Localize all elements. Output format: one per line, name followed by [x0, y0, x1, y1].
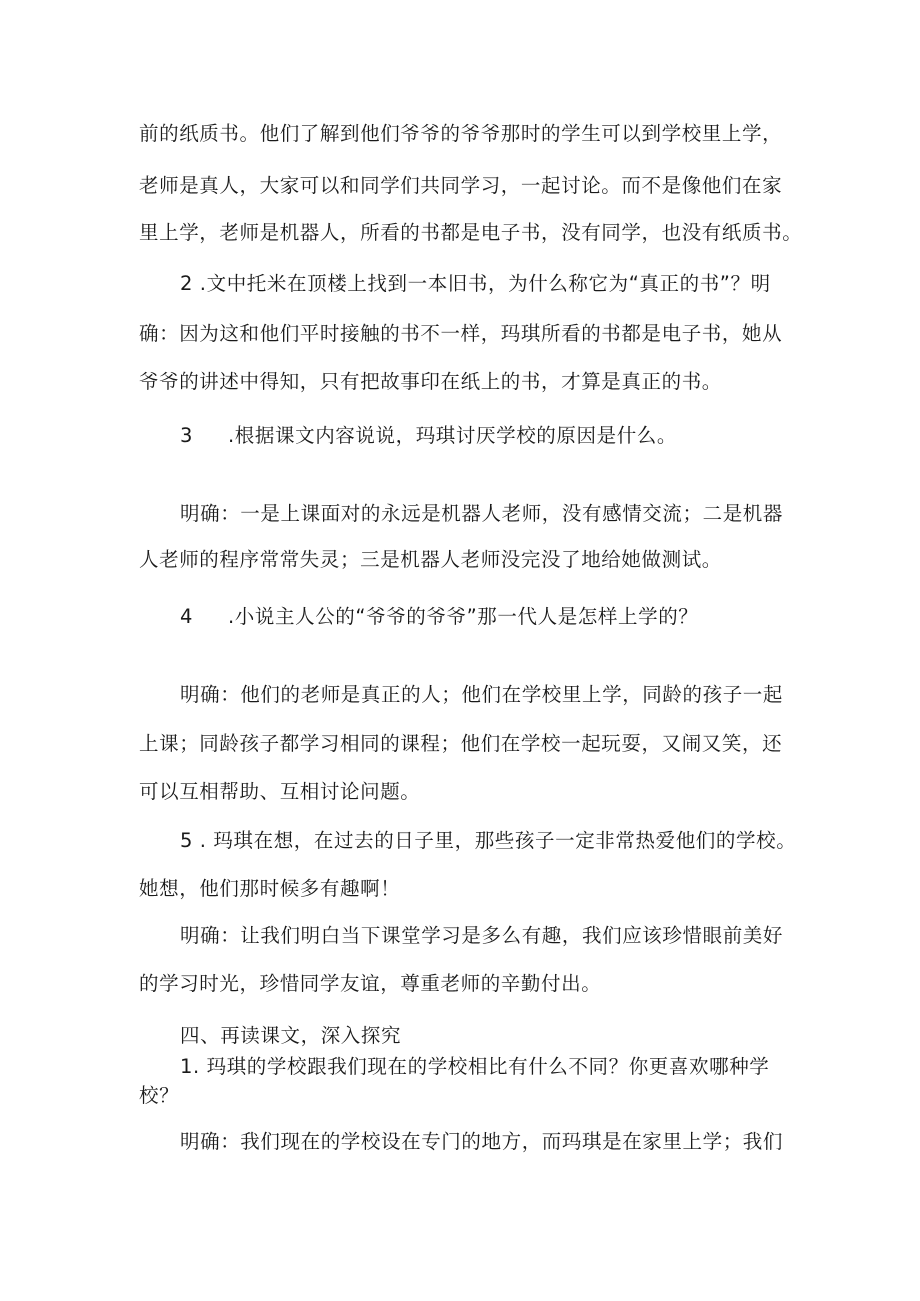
answer-4-line-2: 上课；同龄孩子都学习相同的课程；他们在学校一起玩耍，又闹又笑，还	[139, 732, 783, 755]
answer-3-line-2: 人老师的程序常常失灵；三是机器人老师没完没了地给她做测试。	[139, 548, 722, 571]
question-4-text: .小说主人公的“爷爷的爷爷”那一代人是怎样上学的？	[228, 605, 699, 628]
answer-3-line-1: 明确：一是上课面对的永远是机器人老师，没有感情交流；二是机器	[180, 502, 784, 525]
question-2-line-3: 爷爷的讲述中得知，只有把故事印在纸上的书，才算是真正的书。	[139, 370, 722, 393]
section-4-question-1-line-1: 1. 玛琪的学校跟我们现在的学校相比有什么不同？你更喜欢哪种学	[180, 1055, 770, 1078]
question-2-line-1: 2 .文中托米在顶楼上找到一本旧书，为什么称它为“真正的书”？明	[180, 272, 771, 295]
question-3-number: 3	[180, 424, 193, 447]
answer-4-line-1: 明确：他们的老师是真正的人；他们在学校里上学，同龄的孩子一起	[180, 683, 784, 706]
question-5-line-2: 她想，他们那时候多有趣啊！	[139, 877, 401, 900]
answer-5-line-2: 的学习时光，珍惜同学友谊，尊重老师的辛勤付出。	[139, 972, 602, 995]
section-4-heading: 四、再读课文，深入探究	[180, 1024, 402, 1047]
question-2-line-2: 确：因为这和他们平时接触的书不一样，玛琪所看的书都是电子书，她从	[139, 322, 783, 345]
question-5-line-1: 5 . 玛琪在想，在过去的日子里，那些孩子一定非常热爱他们的学校。	[180, 829, 797, 852]
section-4-question-1-line-2: 校？	[139, 1084, 180, 1107]
section-4-answer-1-line-1: 明确：我们现在的学校设在专门的地方，而玛琪是在家里上学；我们	[180, 1130, 784, 1153]
answer-5-line-1: 明确：让我们明白当下课堂学习是多么有趣，我们应该珍惜眼前美好	[180, 924, 784, 947]
question-4-number: 4	[180, 605, 193, 628]
para-1-line-2: 老师是真人，大家可以和同学们共同学习，一起讨论。而不是像他们在家	[139, 174, 783, 197]
para-1-line-3: 里上学，老师是机器人，所看的书都是电子书，没有同学，也没有纸质书。	[139, 221, 803, 244]
para-1-line-1: 前的纸质书。他们了解到他们爷爷的爷爷那时的学生可以到学校里上学，	[139, 122, 783, 145]
question-3-text: .根据课文内容说说，玛琪讨厌学校的原因是什么。	[228, 424, 677, 447]
answer-4-line-3: 可以互相帮助、互相讨论问题。	[139, 780, 421, 803]
